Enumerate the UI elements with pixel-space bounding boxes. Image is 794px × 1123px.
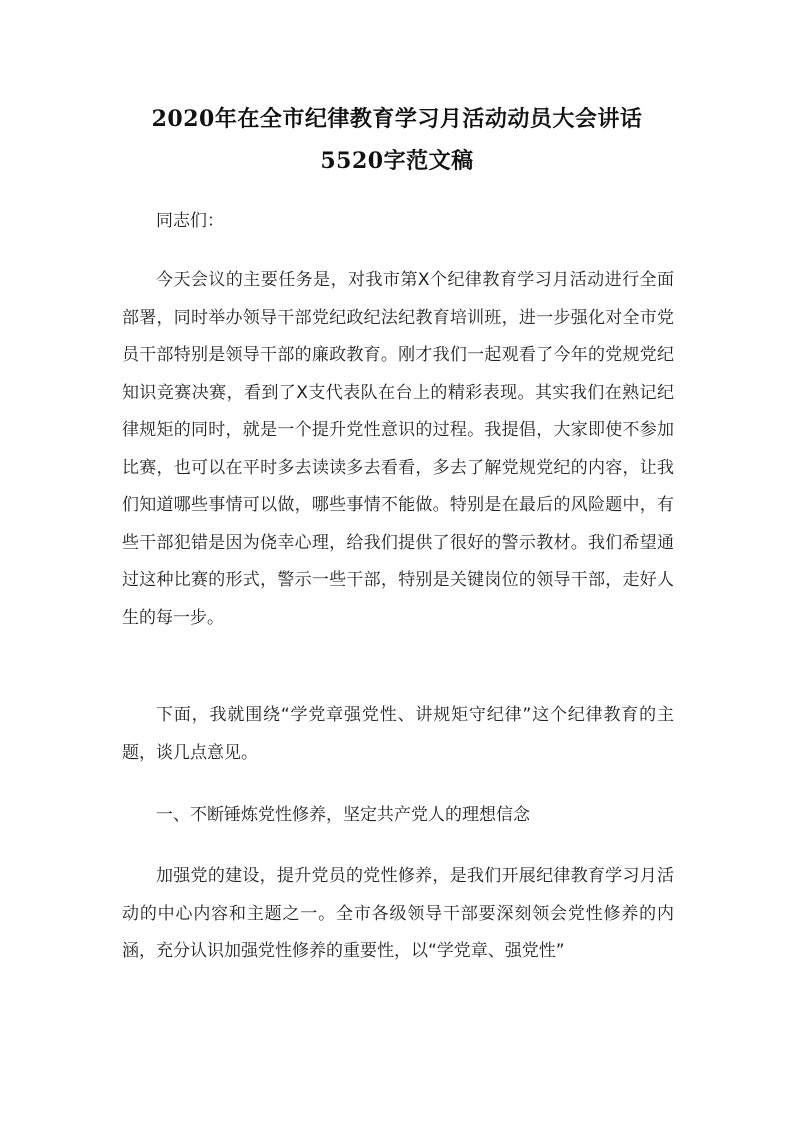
paragraph-topic: 下面，我就围绕“学党章强党性、讲规矩守纪律”这个纪律教育的主题，谈几点意见。 — [122, 705, 674, 763]
paragraph-intro: 今天会议的主要任务是，对我市第X个纪律教育学习月活动进行全面部署，同时举办领导干部党纪政纪法纪教育培训班，进一步强化对全市党员干部特别是领导干部的廉政教育。刚才我们一起观看了今年的党规党纪知识竞赛决赛，看到了X支代表队在台上的精彩表现。其实我们在熟记纪律规矩的同时，就是一个提升党性意识的过程。我提倡，大家即使不参加比赛，也可以在平时多去读读多去看看，多去了解党规党纪的内容，让我们知道哪些事情可以做，哪些事情不能做。特别是在最后的风险题中，有些干部犯错是因为侥幸心理，给我们提供了很好的警示教材。我们希望通过这种比赛的形式，警示一些干部，特别是关键岗位的领导干部，走好人生的每一步。 — [122, 270, 674, 628]
salutation: 同志们： — [156, 211, 224, 231]
paragraph-section-1: 加强党的建设，提升党员的党性修养，是我们开展纪律教育学习月活动的中心内容和主题之一。全市各级领导干部要深刻领会党性修养的内涵，充分认识加强党性修养的重要性，以“学党章、强党性” — [122, 866, 674, 961]
document-title-line-1: 2020年在全市纪律教育学习月活动动员大会讲话 — [151, 106, 643, 132]
section-heading-1: 一、不断锤炼党性修养，坚定共产党人的理想信念 — [156, 805, 530, 825]
document-title-line-2: 5520字范文稿 — [320, 148, 474, 174]
